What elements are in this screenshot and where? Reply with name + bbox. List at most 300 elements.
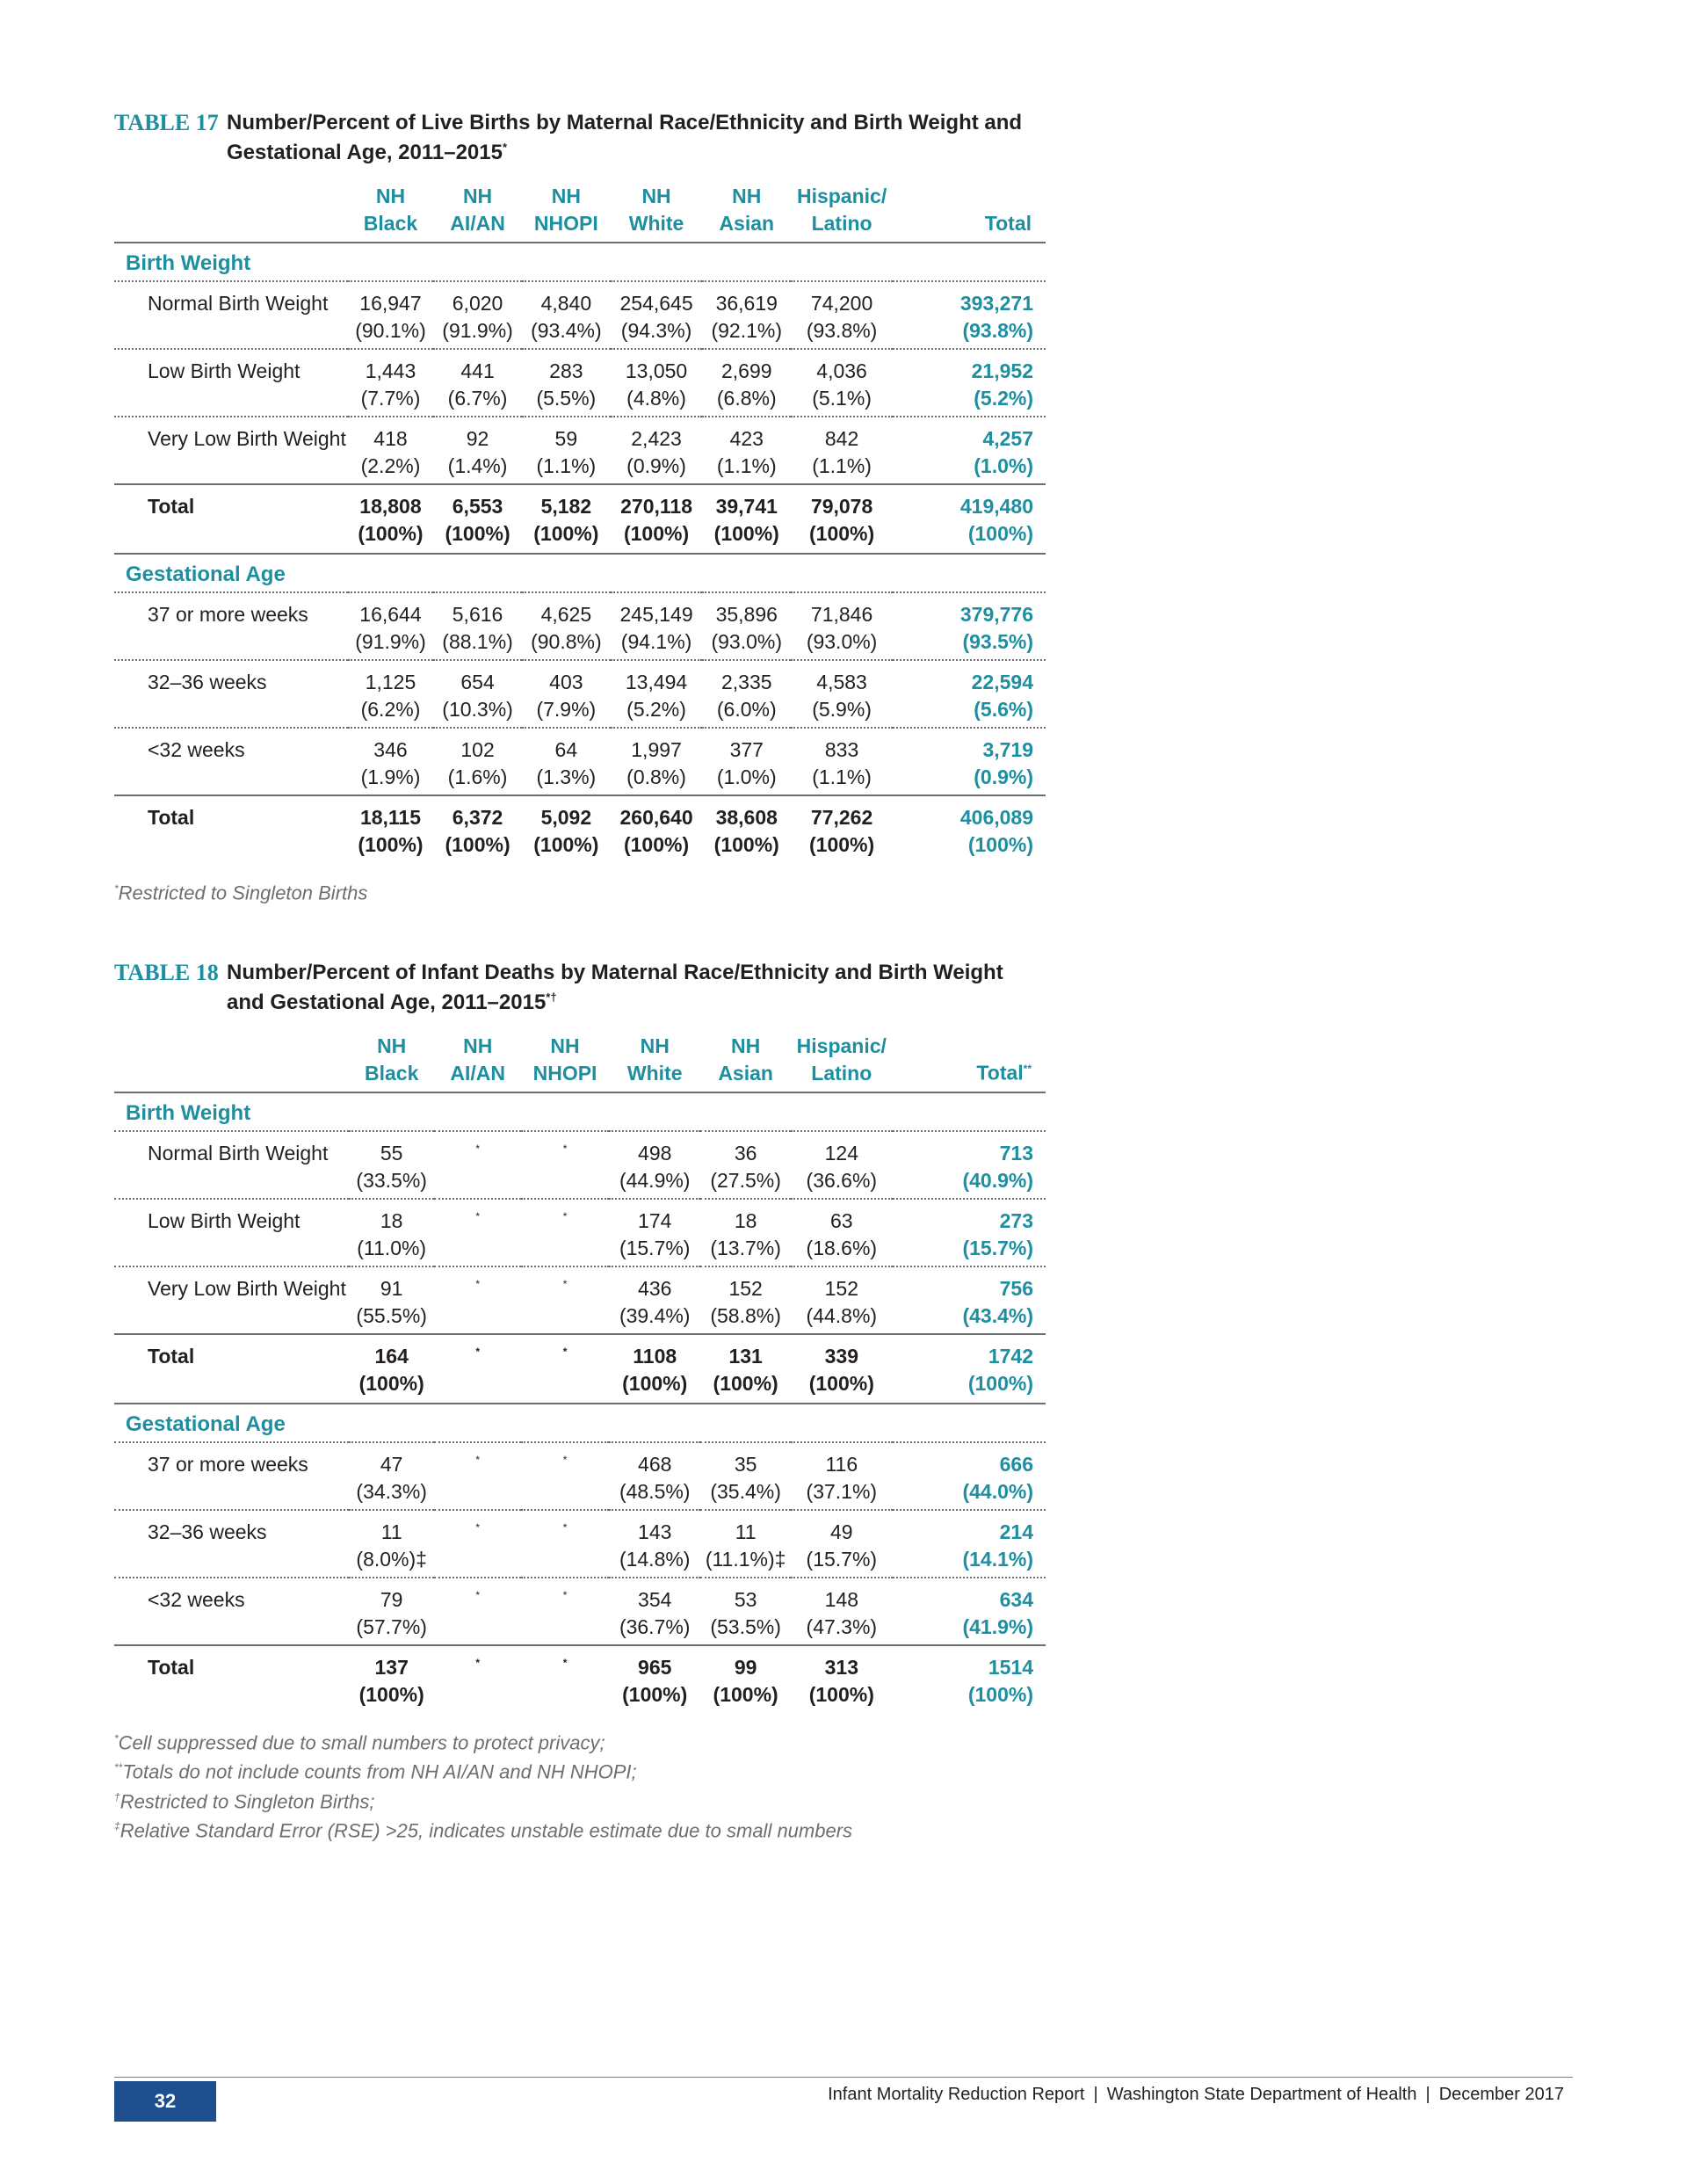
cell-percent: (88.1%) <box>442 630 513 653</box>
data-cell <box>791 417 893 484</box>
total-percent: (41.9%) <box>962 1615 1033 1638</box>
data-cell <box>609 1266 700 1334</box>
data-cell <box>348 592 433 660</box>
cell-percent: (15.7%) <box>619 1237 691 1259</box>
table-17-title-text: Number/Percent of Live Births by Maternal Race/Ethnicity and Birth Weight and Gestational Age, 2011–2015 <box>227 111 1023 164</box>
cell-value: 2,423 <box>631 427 682 450</box>
column-header: NH Black <box>363 185 418 235</box>
cell-value: 174 <box>638 1209 672 1232</box>
total-value: 214 <box>999 1520 1033 1543</box>
data-cell <box>702 484 791 554</box>
data-cell <box>522 795 611 864</box>
cell-percent: (5.1%) <box>812 387 872 410</box>
suppressed-mark: * <box>475 1521 481 1534</box>
total-cell <box>893 660 1046 728</box>
total-percent: (40.9%) <box>962 1169 1033 1192</box>
cell-percent: (93.4%) <box>531 319 602 342</box>
cell-percent: (36.6%) <box>806 1169 878 1192</box>
data-cell <box>349 1131 434 1199</box>
total-cell <box>893 1334 1046 1404</box>
row-label: Total <box>148 1656 195 1679</box>
column-header: NH Black <box>365 1034 419 1085</box>
suppressed-mark: * <box>562 1454 568 1466</box>
cell-percent: (8.0%)‡ <box>356 1548 427 1571</box>
cell-percent: (0.8%) <box>626 765 686 788</box>
cell-percent: (93.0%) <box>711 630 783 653</box>
cell-percent: (4.8%) <box>626 387 686 410</box>
cell-percent: (1.1%) <box>812 454 872 477</box>
cell-value: 64 <box>554 738 578 761</box>
cell-percent: (53.5%) <box>710 1615 781 1638</box>
total-value: 406,089 <box>959 806 1033 829</box>
total-cell <box>893 795 1046 864</box>
cell-value: 965 <box>638 1656 672 1679</box>
cell-percent: (6.0%) <box>716 698 777 721</box>
data-cell <box>700 1131 790 1199</box>
data-cell <box>791 728 893 795</box>
footnote-text: Cell suppressed due to small numbers to protect privacy; <box>118 1731 605 1754</box>
cell-value: 5,182 <box>540 495 592 518</box>
total-row <box>114 1334 1046 1404</box>
cell-value: 6,553 <box>452 495 503 518</box>
row-label: 37 or more weeks <box>148 1453 308 1476</box>
footer-department: Washington State Department of Health <box>1106 2085 1417 2104</box>
cell-percent: (1.1%) <box>716 454 777 477</box>
total-cell <box>893 1510 1046 1578</box>
total-header-mark: ** <box>1023 1063 1032 1076</box>
column-header: NH Asian <box>718 1034 773 1085</box>
cell-value: 16,644 <box>359 603 422 626</box>
column-header: NH Asian <box>719 185 775 235</box>
table-row <box>114 1266 1046 1334</box>
data-cell <box>791 1266 893 1334</box>
cell-percent: (93.8%) <box>806 319 878 342</box>
row-label: <32 weeks <box>148 1588 245 1611</box>
total-header-text: Total <box>984 212 1032 235</box>
total-value: 666 <box>999 1453 1033 1476</box>
total-percent: (15.7%) <box>962 1237 1033 1259</box>
cell-value: 71,846 <box>810 603 873 626</box>
table-17-title <box>114 111 1046 165</box>
cell-value: 47 <box>380 1453 403 1476</box>
total-percent: (93.5%) <box>962 630 1033 653</box>
cell-value: 35,896 <box>715 603 778 626</box>
row-label: Total <box>148 495 195 518</box>
cell-percent: (100%) <box>808 1372 874 1395</box>
cell-percent: (100%) <box>622 1372 688 1395</box>
data-cell <box>349 1578 434 1645</box>
data-cell <box>791 1334 893 1404</box>
data-cell <box>702 728 791 795</box>
data-cell <box>522 417 611 484</box>
cell-percent: (33.5%) <box>356 1169 427 1192</box>
cell-percent: (36.7%) <box>619 1615 691 1638</box>
cell-percent: (94.1%) <box>620 630 692 653</box>
cell-percent: (100%) <box>809 833 875 856</box>
cell-percent: (39.4%) <box>619 1304 691 1327</box>
data-cell <box>348 349 433 417</box>
suppressed-mark: * <box>475 1143 481 1155</box>
cell-value: 148 <box>824 1588 858 1611</box>
cell-value: 143 <box>638 1520 672 1543</box>
table-row <box>114 417 1046 484</box>
cell-value: 5,092 <box>540 806 592 829</box>
cell-value: 254,645 <box>619 292 693 315</box>
cell-percent: (5.9%) <box>812 698 872 721</box>
cell-value: 654 <box>460 671 495 693</box>
total-value: 21,952 <box>971 359 1033 382</box>
total-percent: (5.2%) <box>974 387 1033 410</box>
cell-value: 283 <box>549 359 583 382</box>
cell-value: 346 <box>373 738 408 761</box>
section-title: Birth Weight <box>126 251 251 275</box>
data-cell <box>521 1199 609 1266</box>
cell-value: 6,372 <box>452 806 503 829</box>
data-cell <box>702 281 791 349</box>
cell-percent: (1.0%) <box>716 765 777 788</box>
table-17-title-mark: * <box>502 141 508 154</box>
cell-percent: (100%) <box>358 1683 424 1706</box>
footer-separator: | <box>1425 2085 1430 2104</box>
table-17 <box>114 183 1046 864</box>
suppressed-mark: * <box>475 1278 481 1290</box>
table-row <box>114 1131 1046 1199</box>
column-header-total <box>893 183 1046 243</box>
footnote-mark: ** <box>114 1761 123 1774</box>
data-cell <box>434 1199 521 1266</box>
data-cell <box>433 728 522 795</box>
cell-value: 270,118 <box>620 495 692 518</box>
cell-value: 55 <box>380 1142 403 1165</box>
cell-percent: (1.1%) <box>812 765 872 788</box>
total-percent: (14.1%) <box>962 1548 1033 1571</box>
data-cell <box>791 592 893 660</box>
cell-value: 441 <box>460 359 495 382</box>
cell-percent: (100%) <box>358 833 424 856</box>
data-cell <box>434 1510 521 1578</box>
cell-percent: (1.3%) <box>536 765 597 788</box>
data-cell <box>349 1334 434 1404</box>
total-percent: (100%) <box>967 522 1033 545</box>
cell-percent: (35.4%) <box>710 1480 781 1503</box>
data-cell <box>702 349 791 417</box>
cell-value: 6,020 <box>452 292 503 315</box>
total-cell <box>893 1645 1046 1714</box>
cell-percent: (91.9%) <box>442 319 513 342</box>
cell-value: 1108 <box>633 1345 677 1368</box>
cell-value: 18,115 <box>359 806 422 829</box>
cell-value: 18 <box>380 1209 403 1232</box>
suppressed-mark: * <box>562 1210 568 1223</box>
row-label: Normal Birth Weight <box>148 292 329 315</box>
column-header: NH White <box>628 185 684 235</box>
cell-value: 99 <box>734 1656 757 1679</box>
data-cell <box>521 1334 609 1404</box>
data-cell <box>700 1645 790 1714</box>
cell-percent: (55.5%) <box>356 1304 427 1327</box>
total-percent: (100%) <box>967 833 1033 856</box>
total-row <box>114 1645 1046 1714</box>
data-cell <box>700 1199 790 1266</box>
data-cell <box>791 1131 893 1199</box>
cell-value: 4,840 <box>540 292 592 315</box>
data-cell <box>611 417 703 484</box>
table-row <box>114 660 1046 728</box>
total-value: 1742 <box>988 1345 1033 1368</box>
column-header: NH NHOPI <box>532 1034 597 1085</box>
footnote <box>114 1726 1046 1755</box>
total-percent: (100%) <box>967 1372 1033 1395</box>
table-row <box>114 281 1046 349</box>
total-percent: (5.6%) <box>974 698 1033 721</box>
column-header: NH NHOPI <box>533 185 598 235</box>
footer-text <box>828 2085 1564 2105</box>
cell-value: 842 <box>824 427 859 450</box>
cell-percent: (90.8%) <box>531 630 602 653</box>
data-cell <box>791 349 893 417</box>
data-cell <box>348 281 433 349</box>
total-percent: (93.8%) <box>962 319 1033 342</box>
total-row <box>114 484 1046 554</box>
footnote <box>114 1814 1046 1843</box>
cell-percent: (14.8%) <box>619 1548 691 1571</box>
cell-percent: (100%) <box>533 522 599 545</box>
data-cell <box>611 728 703 795</box>
page-number: 32 <box>114 2081 216 2122</box>
header-blank <box>114 1033 349 1092</box>
cell-percent: (6.8%) <box>716 387 777 410</box>
total-cell <box>893 484 1046 554</box>
cell-value: 18 <box>734 1209 757 1232</box>
data-cell <box>611 795 703 864</box>
data-cell <box>522 281 611 349</box>
cell-value: 124 <box>824 1142 858 1165</box>
data-cell <box>611 484 703 554</box>
cell-value: 4,583 <box>816 671 867 693</box>
suppressed-mark: * <box>475 1346 481 1358</box>
total-percent: (1.0%) <box>974 454 1033 477</box>
data-cell <box>522 592 611 660</box>
data-cell <box>609 1442 700 1510</box>
data-cell <box>522 349 611 417</box>
cell-percent: (7.7%) <box>360 387 421 410</box>
data-cell <box>434 1442 521 1510</box>
cell-value: 74,200 <box>810 292 873 315</box>
row-label: Normal Birth Weight <box>148 1142 329 1165</box>
section-header-row <box>114 1404 1046 1442</box>
footnote <box>114 876 1046 905</box>
cell-percent: (5.2%) <box>626 698 686 721</box>
data-cell <box>521 1578 609 1645</box>
suppressed-mark: * <box>475 1454 481 1466</box>
footnote-text: Relative Standard Error (RSE) >25, indicates unstable estimate due to small numbers <box>119 1819 853 1842</box>
suppressed-mark: * <box>562 1521 568 1534</box>
cell-value: 16,947 <box>359 292 422 315</box>
total-percent: (100%) <box>967 1683 1033 1706</box>
table-18-title <box>114 961 1046 1015</box>
cell-value: 91 <box>380 1277 403 1300</box>
cell-percent: (100%) <box>445 522 510 545</box>
cell-percent: (2.2%) <box>360 454 421 477</box>
row-label: 37 or more weeks <box>148 603 308 626</box>
footnote <box>114 1785 1046 1814</box>
total-percent: (43.4%) <box>962 1304 1033 1327</box>
column-header: NH White <box>626 1034 683 1085</box>
data-cell <box>609 1199 700 1266</box>
data-cell <box>791 1578 893 1645</box>
data-cell <box>521 1442 609 1510</box>
cell-value: 116 <box>825 1453 858 1476</box>
column-header: Hispanic/ Latino <box>796 185 887 235</box>
data-cell <box>700 1578 790 1645</box>
cell-value: 403 <box>549 671 583 693</box>
header-blank <box>114 183 348 243</box>
cell-value: 313 <box>824 1656 858 1679</box>
cell-percent: (93.0%) <box>806 630 878 653</box>
suppressed-mark: * <box>475 1210 481 1223</box>
cell-percent: (100%) <box>622 1683 688 1706</box>
cell-percent: (15.7%) <box>806 1548 878 1571</box>
table-header-row <box>114 1033 1046 1092</box>
data-cell <box>791 1645 893 1714</box>
data-cell <box>702 660 791 728</box>
suppressed-mark: * <box>475 1657 481 1669</box>
cell-value: 164 <box>374 1345 409 1368</box>
data-cell <box>348 484 433 554</box>
total-percent: (44.0%) <box>962 1480 1033 1503</box>
cell-value: 2,699 <box>720 359 772 382</box>
data-cell <box>791 1199 893 1266</box>
cell-value: 152 <box>824 1277 858 1300</box>
total-value: 634 <box>999 1588 1033 1611</box>
data-cell <box>348 728 433 795</box>
data-cell <box>521 1510 609 1578</box>
table-18-label: TABLE 18 <box>114 960 219 985</box>
total-cell <box>893 592 1046 660</box>
data-cell <box>609 1131 700 1199</box>
total-cell <box>893 1131 1046 1199</box>
data-cell <box>521 1645 609 1714</box>
total-value: 4,257 <box>982 427 1033 450</box>
cell-value: 1,125 <box>365 671 416 693</box>
cell-percent: (100%) <box>713 1372 778 1395</box>
section-title: Birth Weight <box>126 1101 251 1125</box>
cell-value: 468 <box>638 1453 672 1476</box>
data-cell <box>434 1131 521 1199</box>
cell-value: 260,640 <box>619 806 693 829</box>
data-cell <box>791 795 893 864</box>
cell-value: 11 <box>380 1520 402 1543</box>
cell-percent: (44.8%) <box>806 1304 878 1327</box>
cell-value: 102 <box>460 738 495 761</box>
cell-value: 5,616 <box>452 603 503 626</box>
table-row <box>114 1510 1046 1578</box>
row-label: 32–36 weeks <box>148 671 267 693</box>
total-value: 379,776 <box>959 603 1033 626</box>
row-label: Low Birth Weight <box>148 359 300 382</box>
row-label: <32 weeks <box>148 738 245 761</box>
cell-value: 245,149 <box>619 603 693 626</box>
data-cell <box>609 1510 700 1578</box>
cell-value: 13,494 <box>625 671 688 693</box>
footnote-mark: * <box>114 882 119 895</box>
data-cell <box>700 1266 790 1334</box>
cell-percent: (6.2%) <box>360 698 421 721</box>
table-row <box>114 728 1046 795</box>
cell-percent: (6.7%) <box>447 387 508 410</box>
footnote-text: Restricted to Singleton Births; <box>119 1789 375 1812</box>
table-17-notes <box>114 876 1046 905</box>
cell-percent: (100%) <box>713 1683 778 1706</box>
section-header-row <box>114 554 1046 592</box>
cell-value: 39,741 <box>715 495 778 518</box>
row-label: 32–36 weeks <box>148 1520 267 1543</box>
cell-value: 833 <box>824 738 859 761</box>
data-cell <box>700 1334 790 1404</box>
cell-percent: (57.7%) <box>356 1615 427 1638</box>
total-cell <box>893 728 1046 795</box>
data-cell <box>348 660 433 728</box>
cell-value: 137 <box>374 1656 409 1679</box>
data-cell <box>791 1510 893 1578</box>
data-cell <box>791 660 893 728</box>
total-value: 3,719 <box>982 738 1033 761</box>
cell-value: 423 <box>729 427 764 450</box>
table-row <box>114 592 1046 660</box>
cell-percent: (7.9%) <box>536 698 597 721</box>
table-18-block <box>114 961 1046 1843</box>
total-value: 1514 <box>988 1656 1033 1679</box>
total-percent: (0.9%) <box>974 765 1033 788</box>
data-cell <box>433 417 522 484</box>
footer-date: December 2017 <box>1438 2085 1564 2104</box>
total-cell <box>893 417 1046 484</box>
cell-percent: (34.3%) <box>356 1480 427 1503</box>
data-cell <box>702 795 791 864</box>
cell-value: 36,619 <box>715 292 778 315</box>
footer-divider <box>114 2077 1573 2078</box>
data-cell <box>791 1442 893 1510</box>
cell-percent: (100%) <box>713 833 779 856</box>
data-cell <box>433 281 522 349</box>
data-cell <box>433 592 522 660</box>
cell-value: 1,997 <box>631 738 682 761</box>
data-cell <box>609 1578 700 1645</box>
total-cell <box>893 349 1046 417</box>
table-18-notes <box>114 1726 1046 1843</box>
suppressed-mark: * <box>562 1589 568 1601</box>
cell-value: 498 <box>638 1142 672 1165</box>
table-row <box>114 349 1046 417</box>
cell-value: 13,050 <box>625 359 688 382</box>
data-cell <box>348 417 433 484</box>
cell-value: 92 <box>466 427 489 450</box>
cell-value: 152 <box>728 1277 763 1300</box>
data-cell <box>349 1199 434 1266</box>
footer-separator: | <box>1093 2085 1098 2104</box>
cell-value: 11 <box>735 1520 757 1543</box>
cell-percent: (100%) <box>808 1683 874 1706</box>
cell-percent: (37.1%) <box>806 1480 878 1503</box>
cell-percent: (91.9%) <box>355 630 426 653</box>
data-cell <box>349 1645 434 1714</box>
table-header-row <box>114 183 1046 243</box>
data-cell <box>348 795 433 864</box>
cell-value: 339 <box>824 1345 858 1368</box>
suppressed-mark: * <box>562 1346 568 1358</box>
suppressed-mark: * <box>475 1589 481 1601</box>
data-cell <box>433 795 522 864</box>
